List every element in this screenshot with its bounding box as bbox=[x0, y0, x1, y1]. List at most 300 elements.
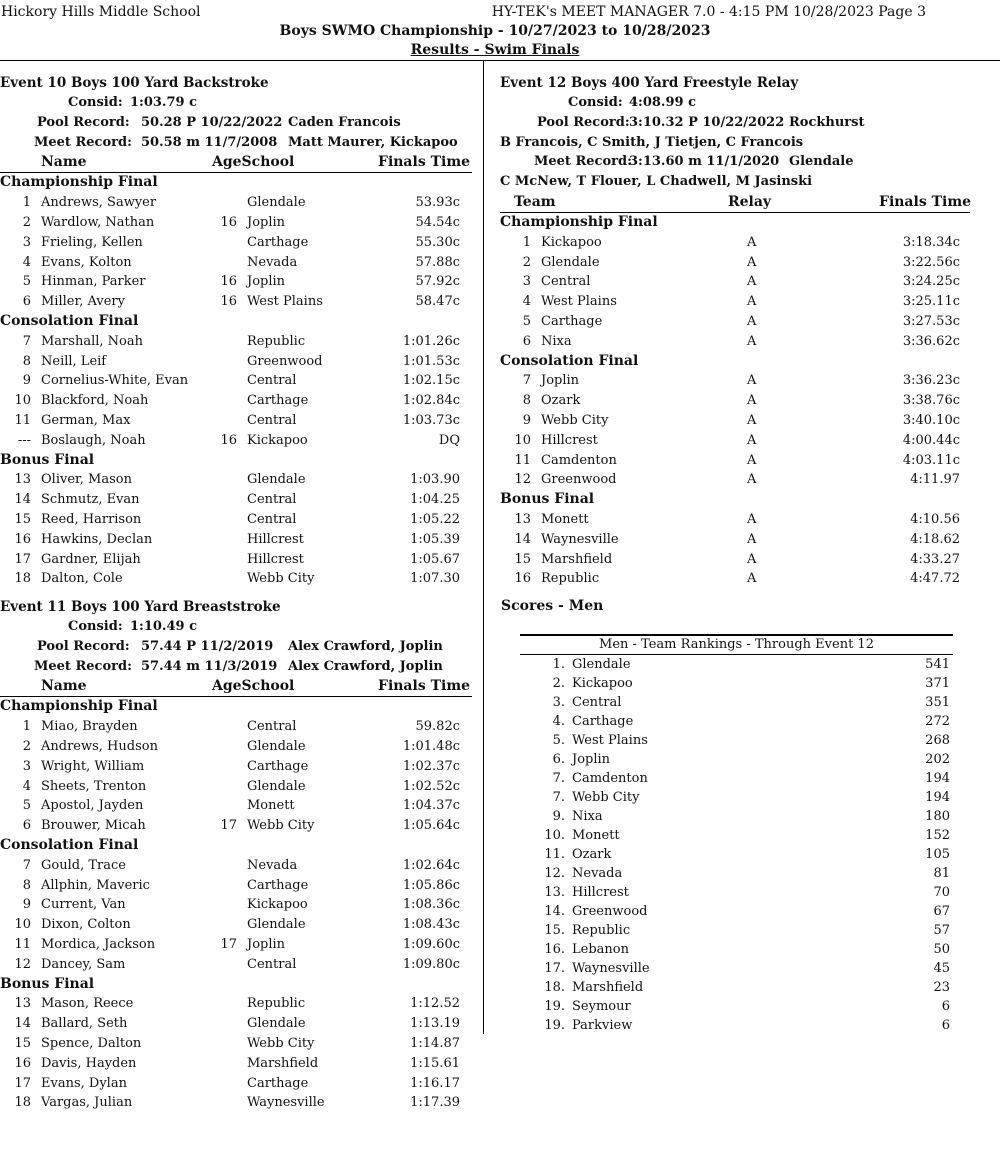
school: Joplin bbox=[247, 274, 286, 290]
team-score: 180 bbox=[925, 809, 950, 824]
pool-record-holder: Rockhurst bbox=[789, 114, 865, 130]
swimmer-name: Hawkins, Declan bbox=[41, 531, 153, 547]
finals-time: 1:01.48c bbox=[402, 738, 460, 754]
school: Greenwood bbox=[247, 353, 323, 369]
finals-time: 1:05.86c bbox=[402, 877, 460, 893]
col-finals-time: Finals Time bbox=[378, 678, 471, 695]
result-row bbox=[0, 994, 472, 1014]
age: 16 bbox=[220, 294, 237, 310]
school: Glendale bbox=[247, 195, 306, 211]
swimmer-name: Current, Van bbox=[41, 897, 126, 913]
meet-record-label: Meet Record: bbox=[34, 134, 132, 150]
meet-record-holder: Glendale bbox=[789, 154, 854, 170]
age: 16 bbox=[220, 432, 237, 448]
ranking-row bbox=[520, 959, 953, 978]
swimmer-name: Andrews, Sawyer bbox=[41, 195, 157, 211]
results-body bbox=[500, 213, 970, 589]
place: 14 bbox=[514, 531, 531, 547]
team-rankings-title: Men - Team Rankings - Through Event 12 bbox=[520, 634, 953, 655]
result-row bbox=[0, 569, 472, 589]
team-name: Camdenton bbox=[572, 771, 648, 786]
place: 6 bbox=[22, 294, 31, 310]
relay: A bbox=[747, 432, 757, 448]
pool-record-value: 3:10.32 P 10/22/2022 bbox=[629, 114, 785, 130]
consid-value: 1:10.49 c bbox=[130, 619, 197, 634]
result-row bbox=[500, 233, 970, 253]
result-row bbox=[500, 470, 970, 490]
team-name: Marshfield bbox=[572, 980, 644, 995]
ranking-row bbox=[520, 845, 953, 864]
finals-time: 1:04.25 bbox=[410, 492, 460, 508]
meet-title: Boys SWMO Championship - 10/27/2023 to 10/28/2023 bbox=[279, 23, 711, 39]
place: 2 bbox=[522, 254, 531, 270]
ranking-row bbox=[520, 826, 953, 845]
school: Central bbox=[247, 373, 297, 389]
results-subtitle: Results - Swim Finals bbox=[410, 42, 580, 58]
result-row bbox=[0, 955, 472, 975]
team-name: Seymour bbox=[572, 999, 631, 1014]
finals-time: 59.82c bbox=[415, 719, 460, 735]
place: 11 bbox=[14, 936, 31, 952]
ranking-row bbox=[520, 769, 953, 788]
swimmer-name: Spence, Dalton bbox=[41, 1035, 142, 1051]
team-score: 67 bbox=[933, 904, 950, 919]
pool-record-label: Pool Record: bbox=[37, 638, 130, 654]
place: 14 bbox=[14, 1016, 31, 1032]
rank: 17. bbox=[544, 961, 565, 976]
meet-record-value: 50.58 m 11/7/2008 bbox=[141, 134, 278, 150]
place: 18 bbox=[14, 571, 31, 587]
rank: 12. bbox=[544, 866, 565, 881]
place: 5 bbox=[22, 798, 31, 814]
place: 12 bbox=[14, 956, 31, 972]
result-row bbox=[0, 411, 472, 431]
finals-time: 3:25.11c bbox=[902, 294, 960, 310]
event-title: Event 10 Boys 100 Yard Backstroke bbox=[0, 75, 269, 91]
pool-record-holder: Caden Francois bbox=[288, 114, 401, 130]
team-name: Webb City bbox=[572, 790, 640, 805]
team-name: Carthage bbox=[541, 313, 603, 329]
place: 7 bbox=[522, 373, 531, 389]
col-name: Name bbox=[41, 678, 87, 695]
relay: A bbox=[747, 254, 757, 270]
place: 7 bbox=[22, 333, 31, 349]
result-row bbox=[500, 332, 970, 352]
section-title: Consolation Final bbox=[0, 312, 139, 329]
section-title: Bonus Final bbox=[0, 975, 95, 992]
finals-time: 4:10.56 bbox=[910, 511, 960, 527]
place: 1 bbox=[22, 719, 31, 735]
results-body bbox=[0, 173, 472, 589]
result-row bbox=[500, 510, 970, 530]
rank: 7. bbox=[552, 771, 565, 786]
swimmer-name: Blackford, Noah bbox=[41, 393, 149, 409]
school: Kickapoo bbox=[247, 432, 308, 448]
col-name: Name bbox=[41, 154, 87, 171]
relay: A bbox=[747, 412, 757, 428]
finals-time: 1:05.22 bbox=[410, 511, 460, 527]
pool-record-value: 57.44 P 11/2/2019 bbox=[141, 638, 274, 654]
school: Marshfield bbox=[247, 1055, 319, 1071]
team-score: 50 bbox=[933, 942, 950, 957]
finals-time: 1:01.26c bbox=[402, 333, 460, 349]
school: Glendale bbox=[247, 738, 306, 754]
team-name: Ozark bbox=[541, 393, 581, 409]
finals-time: 53.93c bbox=[415, 195, 460, 211]
team-name: Hillcrest bbox=[572, 885, 629, 900]
rank: 14. bbox=[544, 904, 565, 919]
result-row bbox=[0, 915, 472, 935]
meet-record-label: Meet Record: bbox=[34, 658, 132, 674]
finals-time: 3:38.76c bbox=[902, 393, 960, 409]
school: Joplin bbox=[247, 214, 286, 230]
team-name: Carthage bbox=[572, 714, 634, 729]
meet-record-label: Meet Record: bbox=[534, 154, 632, 170]
result-row bbox=[0, 292, 472, 312]
swimmer-name: Mason, Reece bbox=[41, 996, 134, 1012]
team-name: Greenwood bbox=[541, 472, 617, 488]
place: 5 bbox=[22, 274, 31, 290]
section-title: Bonus Final bbox=[500, 491, 595, 508]
team-score: 23 bbox=[933, 980, 950, 995]
swimmer-name: Neill, Leif bbox=[41, 353, 107, 369]
ranking-row bbox=[520, 674, 953, 693]
software-info: HY-TEK's MEET MANAGER 7.0 - 4:15 PM 10/28/2023 Page 3 bbox=[491, 4, 926, 20]
finals-time: 1:05.39 bbox=[410, 531, 460, 547]
age: 16 bbox=[220, 214, 237, 230]
relay: A bbox=[747, 551, 757, 567]
finals-time: 3:18.34c bbox=[902, 234, 960, 250]
result-row bbox=[0, 876, 472, 896]
school: Central bbox=[247, 511, 297, 527]
swimmer-name: Gardner, Elijah bbox=[41, 551, 141, 567]
rank: 7. bbox=[552, 790, 565, 805]
team-name: Waynesville bbox=[572, 961, 650, 976]
swimmer-name: Brouwer, Micah bbox=[41, 818, 146, 834]
place: 8 bbox=[22, 877, 31, 893]
place: 13 bbox=[14, 472, 31, 488]
ranking-row bbox=[520, 807, 953, 826]
team-score: 351 bbox=[925, 695, 950, 710]
place: 1 bbox=[22, 195, 31, 211]
ranking-row bbox=[520, 883, 953, 902]
swimmer-name: Hinman, Parker bbox=[41, 274, 146, 290]
finals-time: 1:17.39 bbox=[410, 1095, 460, 1111]
result-row bbox=[0, 272, 472, 292]
finals-time: 1:05.64c bbox=[402, 818, 460, 834]
ranking-row bbox=[520, 655, 953, 674]
ranking-row bbox=[520, 921, 953, 940]
result-row bbox=[0, 431, 472, 451]
place: 18 bbox=[14, 1095, 31, 1111]
school: Waynesville bbox=[247, 1095, 325, 1111]
place: 16 bbox=[14, 1055, 31, 1071]
meet-record-row bbox=[0, 657, 472, 677]
school: Central bbox=[247, 956, 297, 972]
rank: 6. bbox=[552, 752, 565, 767]
pool-record-row bbox=[0, 637, 472, 657]
result-row bbox=[0, 895, 472, 915]
school-name: Hickory Hills Middle School bbox=[1, 4, 201, 20]
swimmer-name: Miller, Avery bbox=[41, 294, 125, 310]
school: Carthage bbox=[247, 1075, 309, 1091]
finals-time: 1:02.64c bbox=[402, 857, 460, 873]
school: West Plains bbox=[247, 294, 323, 310]
team-score: 81 bbox=[933, 866, 950, 881]
meet-record-value: 57.44 m 11/3/2019 bbox=[141, 658, 278, 674]
swimmer-name: Gould, Trace bbox=[41, 857, 126, 873]
col-relay: Relay bbox=[728, 193, 772, 210]
pool-record-swimmers bbox=[500, 133, 970, 153]
school: Hillcrest bbox=[247, 551, 304, 567]
team-name: Central bbox=[541, 274, 591, 290]
team-name: Central bbox=[572, 695, 622, 710]
place: 13 bbox=[14, 996, 31, 1012]
meet-record-holder: Matt Maurer, Kickapoo bbox=[288, 134, 458, 150]
place: 10 bbox=[514, 432, 531, 448]
place: 11 bbox=[514, 452, 531, 468]
age: 17 bbox=[220, 818, 237, 834]
finals-time: 1:01.53c bbox=[402, 353, 460, 369]
relay: A bbox=[747, 472, 757, 488]
section-title: Consolation Final bbox=[0, 836, 139, 853]
place: 8 bbox=[522, 393, 531, 409]
finals-time: 4:11.97 bbox=[910, 472, 960, 488]
result-row bbox=[0, 1093, 472, 1113]
meet-record-holder: Alex Crawford, Joplin bbox=[288, 658, 443, 674]
result-row bbox=[500, 371, 970, 391]
team-name: Hillcrest bbox=[541, 432, 598, 448]
finals-time: 1:09.80c bbox=[402, 956, 460, 972]
team-rankings-table bbox=[520, 634, 953, 1035]
swimmer-name: Apostol, Jayden bbox=[41, 798, 144, 814]
result-row bbox=[0, 550, 472, 570]
place: 16 bbox=[514, 571, 531, 587]
relay: A bbox=[747, 234, 757, 250]
place: 8 bbox=[22, 353, 31, 369]
swimmer-name: Reed, Harrison bbox=[41, 511, 142, 527]
team-name: Webb City bbox=[541, 412, 609, 428]
age: 16 bbox=[220, 274, 237, 290]
age: 17 bbox=[220, 936, 237, 952]
relay: A bbox=[747, 511, 757, 527]
finals-time: 55.30c bbox=[415, 234, 460, 250]
event-11 bbox=[0, 597, 472, 1113]
rank: 16. bbox=[544, 942, 565, 957]
team-score: 371 bbox=[925, 676, 950, 691]
place: 3 bbox=[22, 234, 31, 250]
result-row bbox=[0, 1034, 472, 1054]
result-row bbox=[0, 856, 472, 876]
col-age-school: AgeSchool bbox=[212, 678, 295, 695]
result-row bbox=[500, 272, 970, 292]
place: 4 bbox=[22, 254, 31, 270]
swimmer-name: German, Max bbox=[41, 412, 131, 428]
meet-record-row bbox=[500, 152, 970, 172]
place: 11 bbox=[14, 412, 31, 428]
finals-time: 3:24.25c bbox=[902, 274, 960, 290]
team-name: Greenwood bbox=[572, 904, 648, 919]
place: 3 bbox=[522, 274, 531, 290]
team-score: 194 bbox=[925, 790, 950, 805]
place: 2 bbox=[22, 738, 31, 754]
swimmer-name: Oliver, Mason bbox=[41, 472, 132, 488]
team-name: Ozark bbox=[572, 847, 612, 862]
team-name: Glendale bbox=[541, 254, 600, 270]
swimmer-name: Sheets, Trenton bbox=[41, 778, 147, 794]
team-name: Monett bbox=[572, 828, 620, 843]
result-row bbox=[0, 470, 472, 490]
school: Kickapoo bbox=[247, 897, 308, 913]
column-header bbox=[0, 676, 472, 697]
school: Glendale bbox=[247, 472, 306, 488]
section-title: Bonus Final bbox=[0, 451, 95, 468]
result-row bbox=[0, 352, 472, 372]
place: 15 bbox=[514, 551, 531, 567]
rank: 19. bbox=[544, 999, 565, 1014]
col-team: Team bbox=[514, 193, 556, 210]
place: 1 bbox=[522, 234, 531, 250]
section-title: Championship Final bbox=[0, 174, 158, 191]
event-title: Event 12 Boys 400 Yard Freestyle Relay bbox=[500, 75, 799, 91]
rank: 3. bbox=[552, 695, 565, 710]
team-name: Kickapoo bbox=[572, 676, 633, 691]
result-row bbox=[500, 391, 970, 411]
relay: A bbox=[747, 313, 757, 329]
finals-time: 1:02.15c bbox=[402, 373, 460, 389]
finals-time: 4:03.11c bbox=[902, 452, 960, 468]
result-row bbox=[0, 816, 472, 836]
swimmer-name: Marshall, Noah bbox=[41, 333, 143, 349]
consid-value: 4:08.99 c bbox=[629, 95, 696, 110]
team-name: West Plains bbox=[572, 733, 648, 748]
event-title: Event 11 Boys 100 Yard Breaststroke bbox=[0, 599, 281, 615]
school: Glendale bbox=[247, 778, 306, 794]
pool-record-label: Pool Record: bbox=[37, 114, 130, 130]
team-score: 194 bbox=[925, 771, 950, 786]
place: 17 bbox=[14, 1075, 31, 1091]
place: 10 bbox=[14, 917, 31, 933]
place: --- bbox=[17, 432, 31, 448]
ranking-row bbox=[520, 712, 953, 731]
finals-time: 57.88c bbox=[415, 254, 460, 270]
relay: A bbox=[747, 274, 757, 290]
place: 10 bbox=[14, 393, 31, 409]
swimmer-name: Wright, William bbox=[41, 758, 145, 774]
result-row bbox=[500, 411, 970, 431]
finals-time: 4:33.27 bbox=[910, 551, 960, 567]
ranking-row bbox=[520, 731, 953, 750]
result-row bbox=[500, 451, 970, 471]
rank: 5. bbox=[552, 733, 565, 748]
result-row bbox=[0, 233, 472, 253]
finals-time: 1:03.90 bbox=[410, 472, 460, 488]
school: Carthage bbox=[247, 877, 309, 893]
relay: A bbox=[747, 333, 757, 349]
finals-time: 3:27.53c bbox=[902, 313, 960, 329]
relay: A bbox=[747, 373, 757, 389]
rank: 15. bbox=[544, 923, 565, 938]
finals-time: 1:08.43c bbox=[402, 917, 460, 933]
pool-record-label: Pool Record: bbox=[537, 114, 630, 130]
column-header bbox=[500, 192, 970, 213]
consid-row bbox=[500, 93, 970, 113]
place: 15 bbox=[14, 1035, 31, 1051]
place: 5 bbox=[522, 313, 531, 329]
school: Webb City bbox=[247, 1035, 315, 1051]
swimmer-name: Evans, Dylan bbox=[41, 1075, 127, 1091]
result-row bbox=[0, 1054, 472, 1074]
finals-time: 1:14.87 bbox=[410, 1035, 460, 1051]
swimmer-name: Miao, Brayden bbox=[41, 719, 138, 735]
relay: A bbox=[747, 571, 757, 587]
swimmer-name: Boslaugh, Noah bbox=[41, 432, 146, 448]
team-name: Republic bbox=[541, 571, 600, 587]
swimmer-name: Andrews, Hudson bbox=[41, 738, 158, 754]
ranking-row bbox=[520, 902, 953, 921]
swimmer-name: Frieling, Kellen bbox=[41, 234, 143, 250]
event-12 bbox=[500, 73, 970, 589]
finals-time: 1:16.17 bbox=[410, 1075, 460, 1091]
finals-time: 3:22.56c bbox=[902, 254, 960, 270]
team-score: 6 bbox=[941, 1018, 950, 1033]
place: 2 bbox=[22, 214, 31, 230]
place: 9 bbox=[22, 897, 31, 913]
section-title: Championship Final bbox=[0, 698, 158, 715]
col-finals-time: Finals Time bbox=[879, 193, 972, 210]
results-body bbox=[0, 697, 472, 1113]
school: Webb City bbox=[247, 818, 315, 834]
rank: 13. bbox=[544, 885, 565, 900]
finals-time: 1:13.19 bbox=[410, 1016, 460, 1032]
rank: 4. bbox=[552, 714, 565, 729]
section-title: Championship Final bbox=[500, 213, 658, 230]
team-name: Parkview bbox=[572, 1018, 633, 1033]
result-row bbox=[500, 431, 970, 451]
ranking-row bbox=[520, 864, 953, 883]
consid-value: 1:03.79 c bbox=[130, 95, 197, 110]
result-row bbox=[500, 550, 970, 570]
result-row bbox=[0, 935, 472, 955]
pool-record-value: 50.28 P 10/22/2022 bbox=[141, 114, 283, 130]
swimmer-name: Allphin, Maveric bbox=[41, 877, 150, 893]
team-score: 272 bbox=[925, 714, 950, 729]
result-row bbox=[0, 253, 472, 273]
rank: 9. bbox=[552, 809, 565, 824]
ranking-row bbox=[520, 788, 953, 807]
result-row bbox=[500, 569, 970, 589]
finals-time: 3:36.23c bbox=[902, 373, 960, 389]
place: 12 bbox=[514, 472, 531, 488]
finals-time: 1:03.73c bbox=[402, 412, 460, 428]
meet-record-value: 3:13.60 m 11/1/2020 bbox=[629, 154, 780, 170]
result-row bbox=[0, 213, 472, 233]
result-row bbox=[500, 312, 970, 332]
team-name: Waynesville bbox=[541, 531, 619, 547]
place: 13 bbox=[514, 511, 531, 527]
result-row bbox=[0, 1014, 472, 1034]
place: 16 bbox=[14, 531, 31, 547]
column-header bbox=[0, 152, 472, 173]
swimmer-name: Ballard, Seth bbox=[41, 1016, 128, 1032]
school: Republic bbox=[247, 333, 306, 349]
rank: 10. bbox=[544, 828, 565, 843]
place: 4 bbox=[22, 778, 31, 794]
team-name: Marshfield bbox=[541, 551, 613, 567]
school: Glendale bbox=[247, 1016, 306, 1032]
finals-time: 4:00.44c bbox=[902, 432, 960, 448]
team-score: 268 bbox=[925, 733, 950, 748]
